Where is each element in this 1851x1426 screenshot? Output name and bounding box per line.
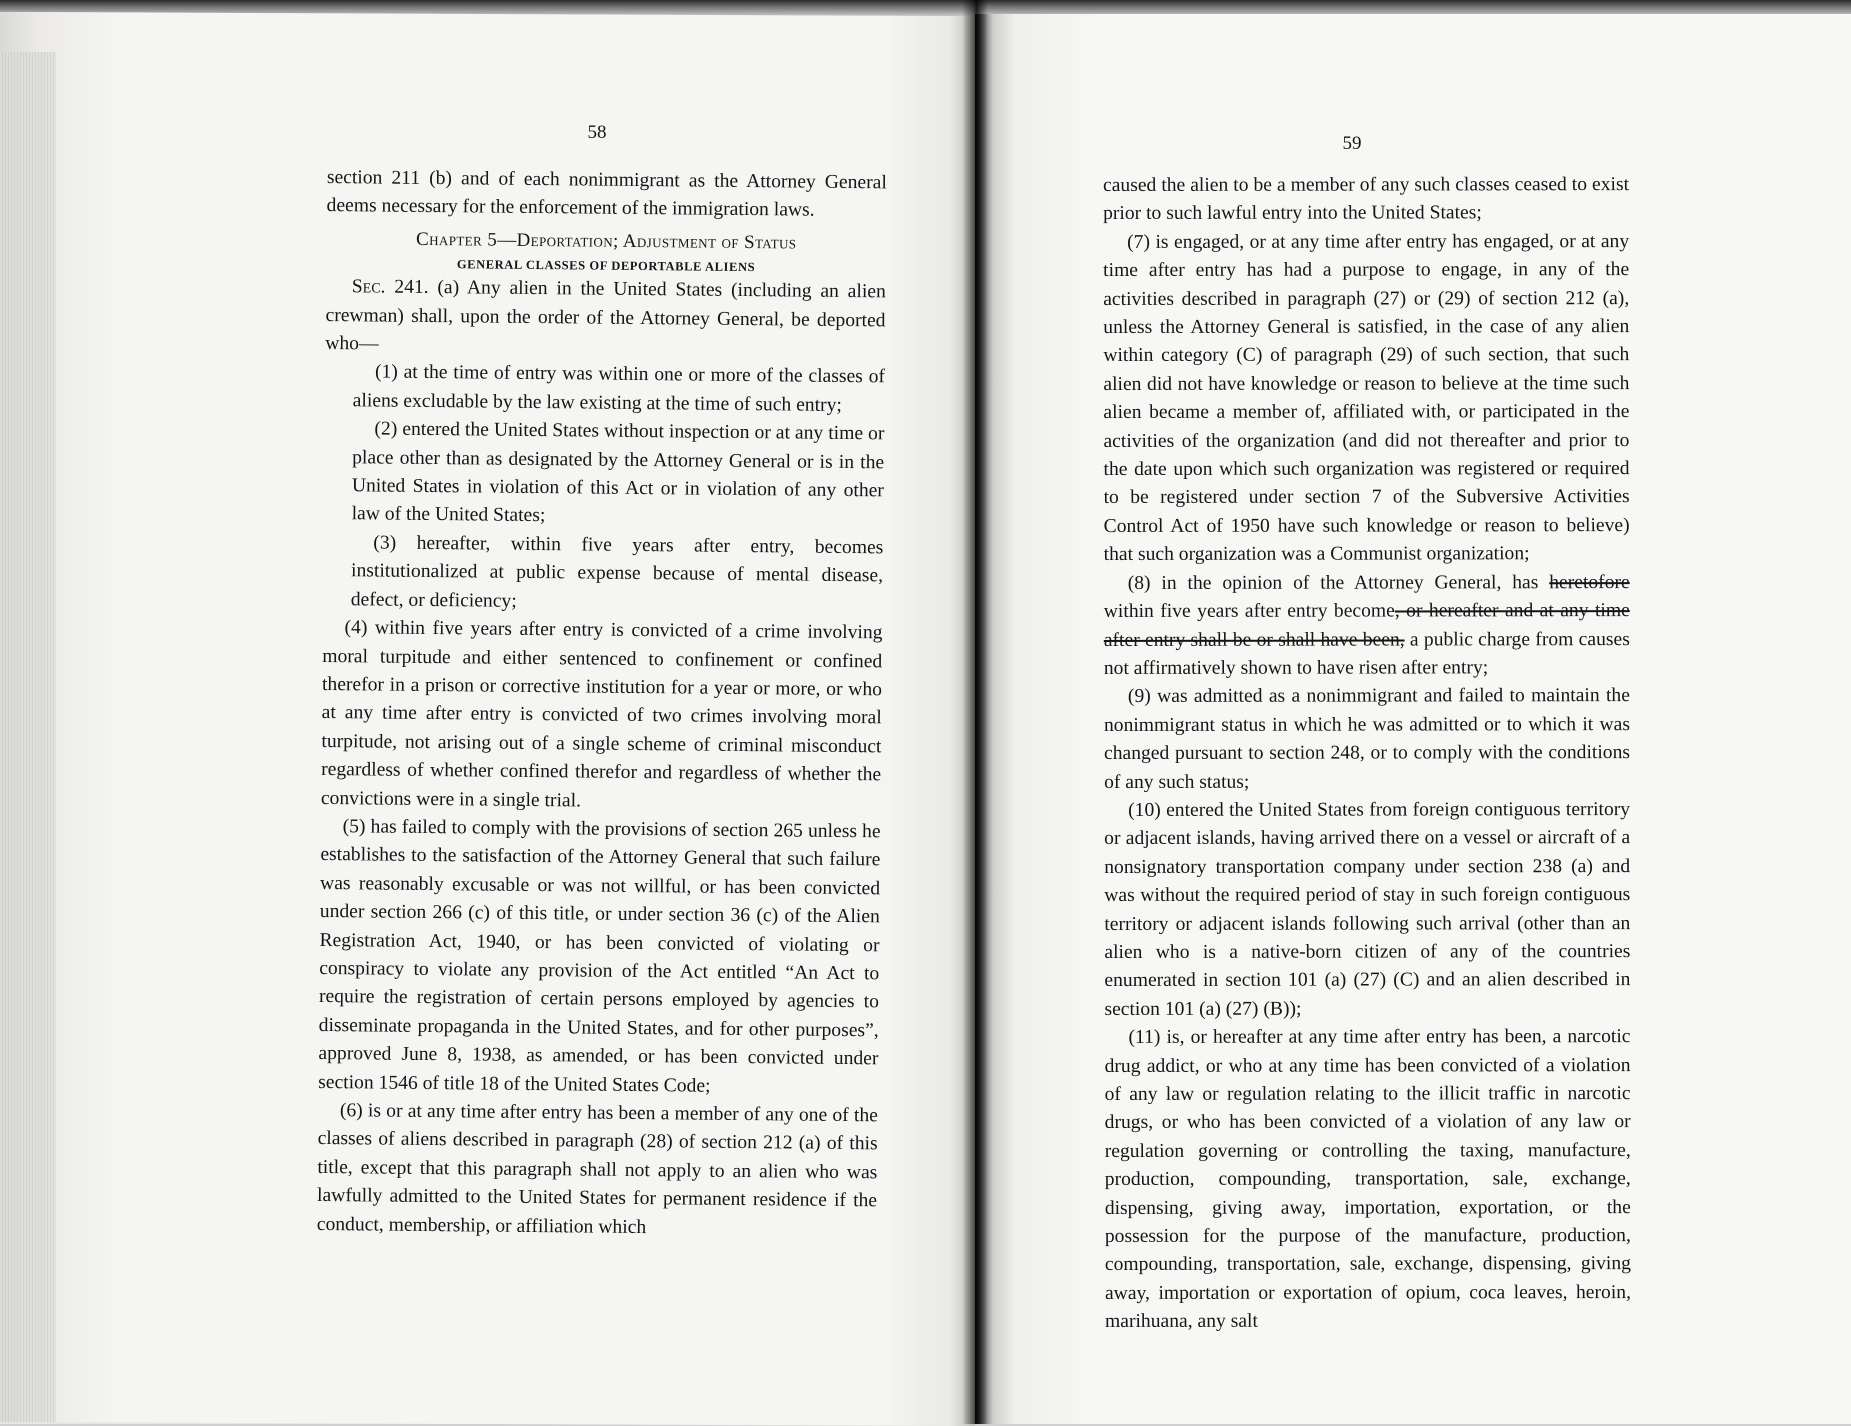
paragraph-item-10: (10) entered the United States from foreign contiguous territory or adjacent islands, having arrived there on a vessel or aircraft of a nonsignatory transportation company under section 238 (a) and was without the required period of stay in such foreign contiguous territory or adjacent islands following such arrival (other than an alien who is a native-born citizen of any of the countries enumerated in section 101 (a) (27) (C) and an alien described in section 101 (a) (27) (B)); [1104,799,1631,1020]
paragraph-item-4: (4) within five years after entry is convicted of a crime involving moral turpitude and either sentenced to confinement or confined therefor in a prison or corrective institution for a year or more, or who at any time after entry is convicted of two crimes involving moral turpitude, not arising out of a single scheme of criminal misconduct regardless of whether confined therefor and regardless of whether the convictions were in a single trial. [320,617,883,811]
book-gutter [962,0,988,1424]
paragraph-item-9: (9) was admitted as a nonimmigrant and failed to maintain the nonimmigrant status in which he was admitted or to which it was changed pursuant to section 248, or to comply with the conditions of any such status; [1103,685,1631,793]
item-8-struck-b: , or hereafter and at any time after entry shall be or shall have been, [1103,600,1630,651]
continuation-paragraph-right: caused the alien to be a member of any such classes ceased to exist prior to such lawful entry into the United States; [1103,174,1630,225]
page-edges [0,52,56,1426]
paragraph-item-8 [1104,569,1630,684]
item-8-text-c: a public charge from causes not affirmatively shown to have risen after entry; [1103,628,1630,679]
section-241-intro [325,273,886,364]
continuation-paragraph-left: section 211 (b) and of each nonimmigrant as the Attorney General deems necessary for the enforcement of the immigration laws. [326,166,887,222]
paragraph-item-3: (3) hereafter, within five years after entry, becomes institutionalized at public expense because of mental disease, defect, or deficiency; [350,532,884,612]
right-page-text [1103,171,1631,1337]
paragraph-item-2: (2) entered the United States without inspection or at any time or place other than as designated by the Attorney General or is in the United States in violation of this Act or in violation of any other law of the United States; [351,418,885,527]
paragraph-item-6: (6) is or at any time after entry has been a member of any one of the classes of aliens described in paragraph (28) of section 212 (a) of this title, except that this paragraph shall not apply to an alien who was lawfully admitted to the United States for permanent residence if the conduct, membership, or affiliation which [316,1100,878,1238]
section-intro-text: (a) Any alien in the United States (including an alien crewman) shall, upon the order of the Attorney General, be deported who— [325,277,886,355]
paragraph-item-5: (5) has failed to comply with the provisions of section 265 unless he establishes to the satisfaction of the Attorney General that such failure was reasonably excusable or was not willful, or has been convicted under section 266 (c) of this title, or under section 36 (c) of the Alien Registration Act, 1940, or has been convicted of violating or conspiracy to violate any provision of the Act entitled “An Act to require the registration of certain persons employed by agencies to disseminate propaganda in the United States, and for other purposes”, approved June 8, 1938, as amended, or has been convicted under section 1546 of title 18 of the United States Code; [318,816,881,1097]
page-number-right: 59 [1342,133,1362,154]
paragraph-item-7: (7) is engaged, or at any time after entry has engaged, or at any time after entry has had a purpose to engage, in any of the activities described in paragraph (27) or (29) of section 212 (a), unless the Attorney General is satisfied, in the case of any alien within category (C) of paragraph (29) of such section, that such alien did not have knowledge or reason to believe at the time such alien became a member of, affiliated with, or participated in the activities of the organization (and did not thereafter and prior to the date upon which such organization was registered or required to be registered under section 7 of the Subversive Activities Control Act of 1950 have such knowledge or reason to believe) that such organization was a Communist organization; [1103,230,1630,566]
item-8-text-b: within five years after entry become [1103,600,1395,623]
item-8-text-a: (8) in the opinion of the Attorney General, has [1127,571,1550,594]
item-8-struck-a: heretofore [1549,571,1630,593]
section-label: Sec. 241. [351,276,429,299]
chapter-heading: Chapter 5—Deportation; Adjustment of Status [415,228,797,254]
section-subheading: GENERAL CLASSES OF DEPORTABLE ALIENS [456,257,756,275]
paragraph-item-11: (11) is, or hereafter at any time after entry has been, a narcotic drug addict, or who at any time has been convicted of a violation of any law or regulation relating to the illicit traffic in narcotic drugs, or who has been convicted of a violation of any law or regulation governing or controlling the taxing, manufacture, production, compounding, transportation, sale, exchange, dispensing, giving away, importation, exportation, or the possession for the purpose of the manufacture, production, compounding, transportation, sale, exchange, dispensing, giving away, importation or exportation of opium, coca leaves, heroin, marihuana, any salt [1104,1026,1631,1333]
paragraph-item-1: (1) at the time of entry was within one or more of the classes of aliens excludable by the law existing at the time of such entry; [352,361,886,416]
page-number-left: 58 [587,122,607,143]
left-page-text [317,164,887,1244]
